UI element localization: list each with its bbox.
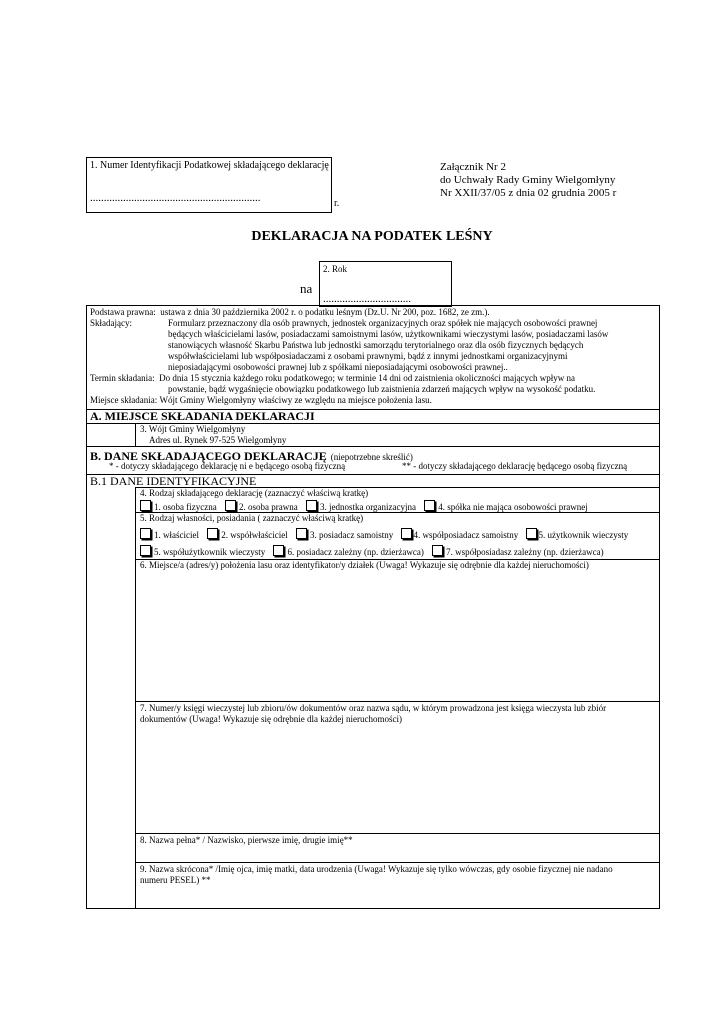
field-5-option-6: 5. współużytkownik wieczysty <box>154 547 266 557</box>
nip-label: 1. Numer Identyfikacji Podatkowej składającego deklarację <box>90 160 329 171</box>
field-9-label-line-1: 9. Nazwa skrócona* /Imię ojca, imię matki, data urodzenia (Uwaga! Wykazuje się tylko wówczas, gdy osobie fizycznej nie nadano <box>140 864 613 874</box>
basis-label: Podstawa prawna: <box>90 307 156 317</box>
place-label: Miejsce składania: <box>90 395 158 405</box>
section-a-line-2: Adres ul. Rynek 97-525 Wielgomłyny <box>149 435 287 445</box>
term-label: Termin składania: <box>90 373 155 383</box>
basis-row <box>90 307 656 318</box>
filer-line-1: Formularz przeznaczony dla osób prawnych, jednostek organizacyjnych oraz spółek nie mających osobowości prawnej <box>168 318 598 328</box>
filer-line-3: stanowiących własność Skarbu Państwa lub jednostki samorządu terytorialnego oraz dla osób fizycznych będących <box>168 340 584 350</box>
section-b-header-note: (niepotrzebne skreślić) <box>330 452 413 462</box>
field-4-label: 4. Rodzaj składającego deklarację (zaznaczyć właściwą kratkę) <box>140 488 369 498</box>
term-line-2: powstanie, bądź wygaśnięcie obowiązku podatkowego lub zaistnienia zdarzeń mających wpływ na wysokość podatku. <box>168 384 596 394</box>
divider <box>135 862 659 863</box>
field-9-label-line-2: numeru PESEL) ** <box>140 875 211 885</box>
page-title: DEKLARACJA NA PODATEK LEŚNY <box>251 229 493 244</box>
field-4-option-4: 4. spółka nie mająca osobowości prawnej <box>438 502 588 512</box>
field-5-row-1 <box>140 528 628 541</box>
attachment-line-3: Nr XXII/37/05 z dnia 02 grudnia 2005 r <box>440 187 617 199</box>
checkbox-icon[interactable] <box>207 528 218 539</box>
field-5-label: 5. Rodzaj własności, posiadania ( zaznaczyć właściwą kratkę) <box>140 513 364 523</box>
field-5-option-3: 3. posiadacz samoistny <box>309 530 394 540</box>
field-6-label: 6. Miejsce/a (adres/y) położenia lasu oraz identyfikator/y działek (Uwaga! Wykazuje się odrębnie dla każdej nieruchomości) <box>140 560 589 570</box>
checkbox-icon[interactable] <box>401 528 412 539</box>
field-4-options <box>140 500 588 513</box>
checkbox-icon[interactable] <box>140 500 151 511</box>
field-5-option-8: 7. współposiadasz zależny (np. dzierżawca) <box>446 547 604 557</box>
checkbox-icon[interactable] <box>140 528 151 539</box>
checkbox-icon[interactable] <box>432 545 443 556</box>
nip-box <box>86 157 332 213</box>
divider <box>135 701 659 702</box>
field-7-label-line-1: 7. Numer/y księgi wieczystej lub zbioru/ów dokumentów oraz nazwa sądu, w którym prowadzona jest księga wieczysta lub zbiór <box>140 703 607 713</box>
term-line-1: Do dnia 15 stycznia każdego roku podatkowego; w terminie 14 dni od zaistnienia okoliczności mających wpływ na <box>159 373 575 383</box>
year-box <box>319 261 452 307</box>
basis-text: ustawa z dnia 30 października 2002 r. o podatku leśnym (Dz.U. Nr 200, poz. 1682, ze zm.). <box>160 307 490 317</box>
section-b1-header: B.1 DANE IDENTYFIKACYJNE <box>90 474 257 488</box>
field-9-input-area[interactable] <box>136 887 658 907</box>
attachment-line-1: Załącznik Nr 2 <box>440 161 506 173</box>
checkbox-icon[interactable] <box>424 500 435 511</box>
section-b-header: B. DANE SKŁADAJĄCEGO DEKLARACJĘ <box>90 449 327 463</box>
section-a-header: A. MIEJSCE SKŁADANIA DEKLARACJI <box>90 409 315 423</box>
field-5-option-2: 2. współwłaściciel <box>221 530 288 540</box>
checkbox-icon[interactable] <box>526 528 537 539</box>
field-5-option-4: 4. współposiadacz samoistny <box>413 530 519 540</box>
field-4-option-3: 3. jednostka organizacyjna <box>319 502 417 512</box>
place-text: Wójt Gminy Wielgomłyny właściwy ze względu na miejsce położenia lasu. <box>159 395 432 405</box>
checkbox-icon[interactable] <box>273 545 284 556</box>
year-label: 2. Rok <box>323 264 348 274</box>
checkbox-icon[interactable] <box>296 528 307 539</box>
section-b-note-1: * - dotyczy składającego deklarację ni e będącego osobą fizyczną <box>109 461 346 471</box>
field-4-option-2: 2. osoba prawna <box>238 502 298 512</box>
field-5-option-7: 6. posiadacz zależny (np. dzierżawca) <box>287 547 424 557</box>
filer-line-4: współwłaścicielami lub współposiadaczami z osobami prawnymi, bądź z innymi jednostkami organizacyjnymi <box>168 351 568 361</box>
attachment-line-2: do Uchwały Rady Gminy Wielgomłyny <box>440 174 616 186</box>
field-7-input-area[interactable] <box>136 726 658 832</box>
year-prefix: na <box>300 281 313 296</box>
nip-input-dots[interactable]: .............................................................. <box>90 192 261 204</box>
checkbox-icon[interactable] <box>225 500 236 511</box>
field-4-option-1: 1. osoba fizyczna <box>154 502 217 512</box>
info-block <box>90 307 656 406</box>
nip-suffix: r. <box>334 198 340 209</box>
place-row <box>90 395 656 406</box>
field-8-input-area[interactable] <box>136 847 658 861</box>
year-input-dots[interactable]: ................................ <box>323 293 411 305</box>
filer-line-2: będących właścicielami lasów, posiadaczami samoistnymi lasów, użytkownikami wieczystymi lasów, posiadaczami lasów <box>168 329 609 339</box>
field-8-label: 8. Nazwa pełna* / Nazwisko, pierwsze imię, drugie imię** <box>140 835 353 845</box>
field-5-option-5: 5. użytkownik wieczysty <box>538 530 629 540</box>
field-5-option-1: 1. właściciel <box>154 530 199 540</box>
form-frame <box>86 305 660 909</box>
term-row <box>90 373 656 384</box>
field-7-label-line-2: dokumentów (Uwaga! Wykazuje się odrębnie dla każdej nieruchomości) <box>140 714 402 724</box>
checkbox-icon[interactable] <box>306 500 317 511</box>
filer-row <box>90 318 656 329</box>
divider <box>135 833 659 834</box>
filer-label: Składający: <box>90 318 132 328</box>
field-5-row-2 <box>140 545 604 558</box>
filer-line-5: nieposiadającymi osobowości prawnej lub z spółkami nieposiadającymi osobowości prawnej.. <box>168 362 508 372</box>
section-a-left-column <box>135 423 136 446</box>
checkbox-icon[interactable] <box>140 545 151 556</box>
field-6-input-area[interactable] <box>136 572 658 700</box>
section-b-note-2: ** - dotyczy składającego deklarację będącego osobą fizyczną <box>402 461 628 471</box>
section-a-line-1: 3. Wójt Gminy Wielgomłyny <box>140 424 246 434</box>
